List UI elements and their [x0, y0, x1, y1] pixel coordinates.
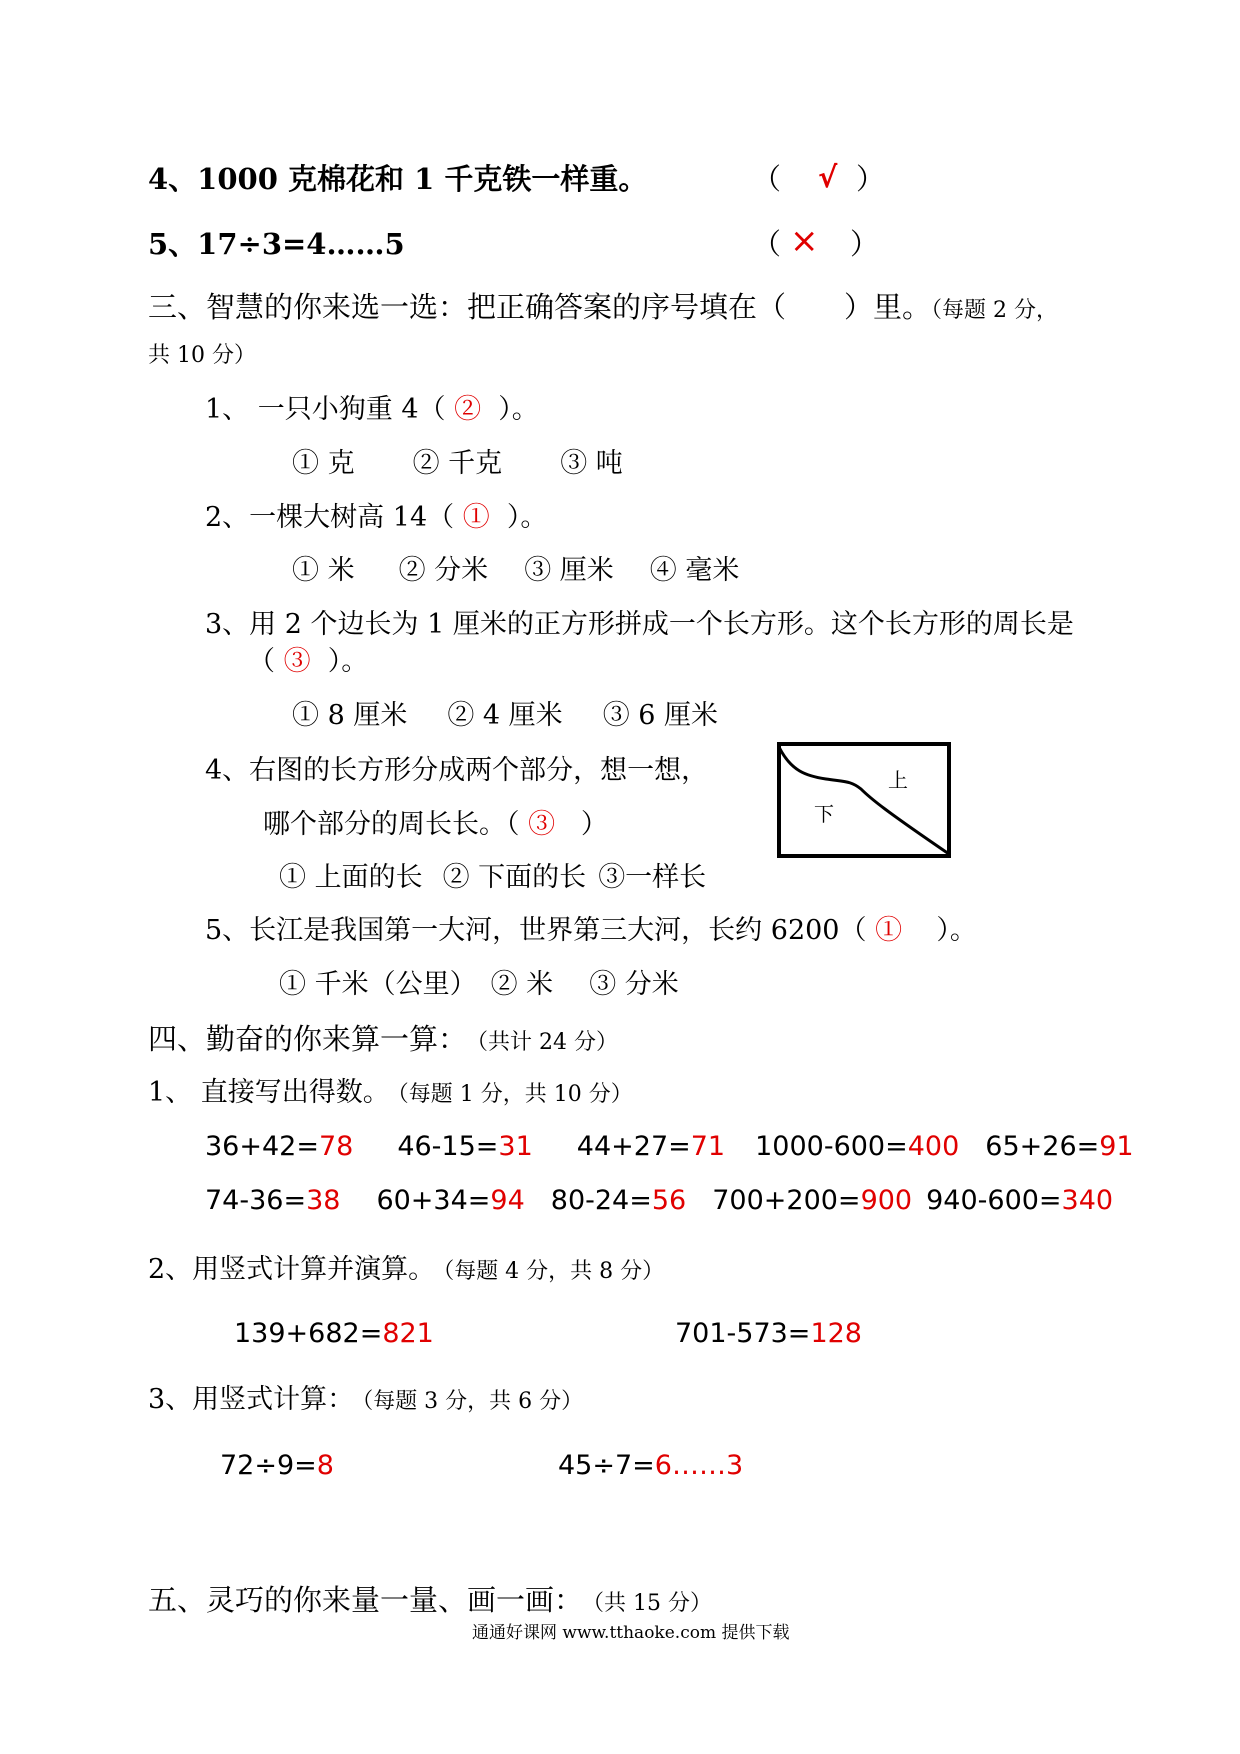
- calc-question: 46-15=: [397, 1131, 499, 1162]
- q3-option-2: ② 4 厘米: [447, 700, 563, 731]
- calc-row-1: [205, 1133, 1134, 1160]
- q5-option-3: ③ 分米: [589, 969, 679, 1000]
- q2-option-1: ① 米: [292, 555, 355, 586]
- calc-answer: 821: [382, 1318, 434, 1349]
- label-down: 下: [814, 802, 834, 826]
- calc-5: [985, 1131, 1133, 1162]
- calc-question: 60+34=: [376, 1185, 491, 1216]
- q4-line2: [263, 811, 608, 838]
- section4-note: （共计 24 分）: [477, 1030, 618, 1055]
- calc-answer: 6……3: [654, 1450, 744, 1481]
- q2-answer: ①: [462, 502, 490, 533]
- part4-2-note: （每题 4 分，共 8 分）: [443, 1259, 665, 1284]
- q2-stem: 2、一棵大树高 14（: [205, 502, 455, 533]
- section5-note: （共 15 分）: [593, 1591, 712, 1616]
- calc-answer: 91: [1099, 1131, 1134, 1162]
- q1-option-3: ③ 吨: [560, 448, 623, 479]
- q3-option-1: ① 8 厘米: [292, 700, 408, 731]
- q5-options: [279, 971, 679, 998]
- section4-title-text: 四、勤奋的你来算一算：: [148, 1022, 468, 1056]
- calc-answer: 31: [498, 1131, 533, 1162]
- calc-10: [926, 1185, 1113, 1216]
- q4-answer: ③: [528, 809, 556, 840]
- question-3-5: [205, 917, 977, 944]
- calc-question: 700+200=: [712, 1185, 861, 1216]
- question-3-3: 3、用 2 个边长为 1 厘米的正方形拼成一个长方形。这个长方形的周长是: [205, 609, 1074, 640]
- calc-question: 44+27=: [576, 1131, 691, 1162]
- q3-answer-line: [248, 648, 368, 675]
- calc-answer: 56: [651, 1185, 687, 1216]
- q4-option-3: ③一样长: [598, 862, 707, 893]
- q2-option-4: ④ 毫米: [649, 555, 740, 586]
- calc-answer: 78: [318, 1131, 354, 1162]
- vertical-calc-4: [558, 1452, 743, 1479]
- footer: 通通好课网 www.tthaoke.com 提供下载: [472, 1623, 790, 1643]
- calc-question: 80-24=: [550, 1185, 652, 1216]
- calc-answer: 8: [316, 1450, 334, 1481]
- calc-8: [551, 1185, 686, 1216]
- calc-question: 139+682=: [234, 1318, 383, 1349]
- q4-stem2: 哪个部分的周长长。（: [263, 809, 520, 840]
- tf-open-paren: （: [752, 227, 782, 261]
- q4-options: [279, 864, 706, 891]
- part4-2-title: [148, 1256, 664, 1283]
- section3-title: [148, 290, 1058, 324]
- tf-item-5: 5、17÷3=4……5: [148, 227, 405, 261]
- vertical-calc-1: [234, 1320, 434, 1347]
- part4-1-title: [148, 1079, 633, 1106]
- q5-stem: 5、长江是我国第一大河，世界第三大河，长约 6200（: [205, 915, 867, 946]
- q1-tail: ）。: [498, 394, 539, 425]
- calc-question: 940-600=: [926, 1185, 1062, 1216]
- calc-7: [376, 1185, 524, 1216]
- question-3-4: 4、右图的长方形分成两个部分，想一想，: [205, 755, 709, 786]
- cross-mark-icon: ×: [790, 221, 819, 261]
- part4-3-title-text: 3、用竖式计算：: [148, 1384, 355, 1415]
- calc-2: [397, 1131, 532, 1162]
- tf-close-paren: ）: [850, 227, 880, 261]
- section3-note: （每题 2 分，: [931, 298, 1058, 323]
- calc-answer: 400: [907, 1131, 960, 1162]
- check-mark-icon: √: [818, 160, 838, 194]
- rectangle-outline: [779, 744, 949, 856]
- question-3-2: [205, 504, 547, 531]
- q4-option-1: ① 上面的长: [279, 862, 423, 893]
- section5-title-text: 五、灵巧的你来量一量、画一画：: [148, 1583, 584, 1617]
- q5-answer: ①: [875, 915, 903, 946]
- calc-3: [577, 1131, 725, 1162]
- calc-6: [205, 1185, 340, 1216]
- q3-options: [292, 702, 718, 729]
- q3-answer: ③: [283, 646, 311, 677]
- section4-title: [148, 1022, 618, 1056]
- calc-question: 65+26=: [985, 1131, 1100, 1162]
- q5-option-2: ② 米: [490, 969, 554, 1000]
- calc-row-2: [205, 1187, 1113, 1214]
- q1-answer: ②: [454, 394, 482, 425]
- q2-option-3: ③ 厘米: [524, 555, 614, 586]
- q4-tail: ）: [580, 809, 608, 840]
- q2-options: [292, 557, 739, 584]
- q1-options: [292, 450, 623, 477]
- q1-option-2: ② 千克: [412, 448, 503, 479]
- section3-note2: 共 10 分）: [148, 343, 256, 368]
- q3-tail: ）。: [327, 646, 369, 677]
- calc-question: 74-36=: [205, 1185, 307, 1216]
- calc-answer: 340: [1061, 1185, 1114, 1216]
- calc-9: [712, 1185, 912, 1216]
- calc-question: 36+42=: [205, 1131, 319, 1162]
- calc-answer: 71: [690, 1131, 726, 1162]
- tf-item-4: 4、1000 克棉花和 1 千克铁一样重。: [148, 162, 648, 196]
- calc-question: 701-573=: [675, 1318, 811, 1349]
- q3-open: （: [248, 646, 275, 677]
- q5-option-1: ① 千米（公里）: [279, 969, 477, 1000]
- q4-option-2: ② 下面的长: [442, 862, 587, 893]
- tf-open-paren: （: [752, 162, 782, 196]
- part4-1-note: （每题 1 分，共 10 分）: [397, 1082, 633, 1107]
- q2-option-2: ② 分米: [398, 555, 489, 586]
- vertical-calc-2: [675, 1320, 862, 1347]
- q5-tail: ）。: [936, 915, 977, 946]
- section5-title: [148, 1583, 712, 1617]
- part4-1-title-text: 1、 直接写出得数。: [148, 1077, 390, 1108]
- part4-3-title: [148, 1386, 583, 1413]
- label-up: 上: [888, 768, 908, 792]
- calc-answer: 128: [810, 1318, 862, 1349]
- q2-tail: ）。: [506, 502, 548, 533]
- tf-close-paren: ）: [856, 162, 886, 196]
- calc-question: 72÷9=: [220, 1450, 317, 1481]
- part4-2-title-text: 2、用竖式计算并演算。: [148, 1254, 436, 1285]
- q1-option-1: ① 克: [292, 448, 355, 479]
- part4-3-note: （每题 3 分，共 6 分）: [362, 1389, 584, 1414]
- calc-answer: 94: [490, 1185, 525, 1216]
- q1-stem: 1、 一只小狗重 4（: [205, 394, 446, 425]
- q3-option-3: ③ 6 厘米: [602, 700, 719, 731]
- section3-title-text: 三、智慧的你来选一选：把正确答案的序号填在（ ）里。: [148, 290, 932, 324]
- divided-rectangle-figure: [776, 741, 952, 859]
- calc-question: 45÷7=: [558, 1450, 655, 1481]
- calc-answer: 38: [306, 1185, 341, 1216]
- question-3-1: [205, 396, 539, 423]
- calc-answer: 900: [860, 1185, 913, 1216]
- calc-1: [205, 1131, 353, 1162]
- calc-question: 1000-600=: [755, 1131, 908, 1162]
- dividing-curve: [779, 747, 949, 854]
- vertical-calc-3: [220, 1452, 334, 1479]
- calc-4: [755, 1131, 959, 1162]
